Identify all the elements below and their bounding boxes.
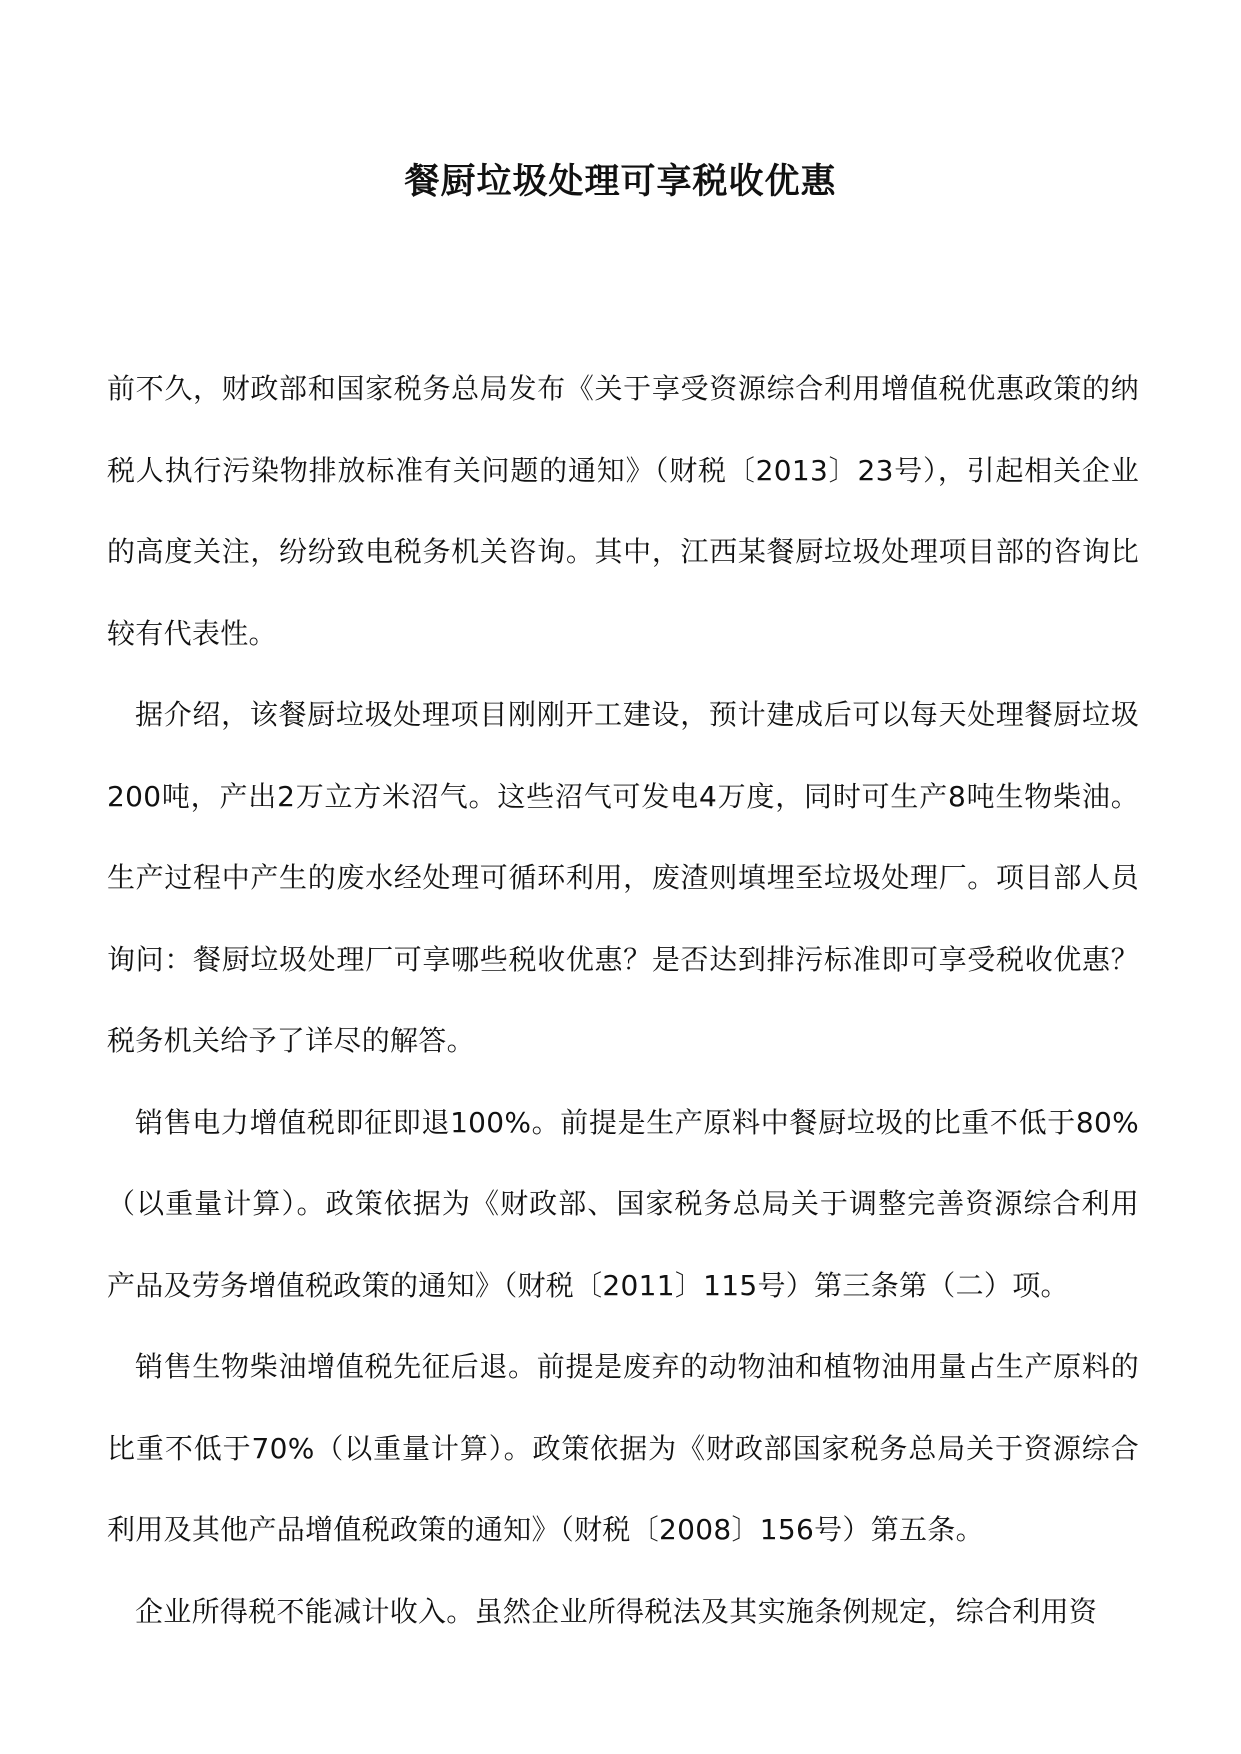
- paragraph-project-description: 据介绍，该餐厨垃圾处理项目刚刚开工建设，预计建成后可以每天处理餐厨垃圾200吨，产出2万立方米沼气。这些沼气可发电4万度，同时可生产8吨生物柴油。生产过程中产生的废水经处理可循环利用，废渣则填埋至垃圾处理厂。项目部人员询问：餐厨垃圾处理厂可享哪些税收优惠？是否达到排污标准即可享受税收优惠？税务机关给予了详尽的解答。: [107, 698, 1139, 1057]
- paragraph-electricity-vat: 销售电力增值税即征即退100%。前提是生产原料中餐厨垃圾的比重不低于80%（以重量计算）。政策依据为《财政部、国家税务总局关于调整完善资源综合利用产品及劳务增值税政策的通知》（财税〔2011〕115号）第三条第（二）项。: [107, 1105, 1139, 1302]
- paragraph-intro: 前不久，财政部和国家税务总局发布《关于享受资源综合利用增值税优惠政策的纳税人执行污染物排放标准有关问题的通知》（财税〔2013〕23号），引起相关企业的高度关注，纷纷致电税务机关咨询。其中，江西某餐厨垃圾处理项目部的咨询比较有代表性。: [107, 372, 1139, 650]
- paragraph-income-tax: 企业所得税不能减计收入。虽然企业所得税法及其实施条例规定，综合利用资: [135, 1594, 1098, 1628]
- document-body: [107, 348, 1139, 1652]
- document-title: 餐厨垃圾处理可享税收优惠: [404, 161, 837, 202]
- paragraph-biodiesel-vat: 销售生物柴油增值税先征后退。前提是废弃的动物油和植物油用量占生产原料的比重不低于70%（以重量计算）。政策依据为《财政部国家税务总局关于资源综合利用及其他产品增值税政策的通知》（财税〔2008〕156号）第五条。: [107, 1350, 1139, 1546]
